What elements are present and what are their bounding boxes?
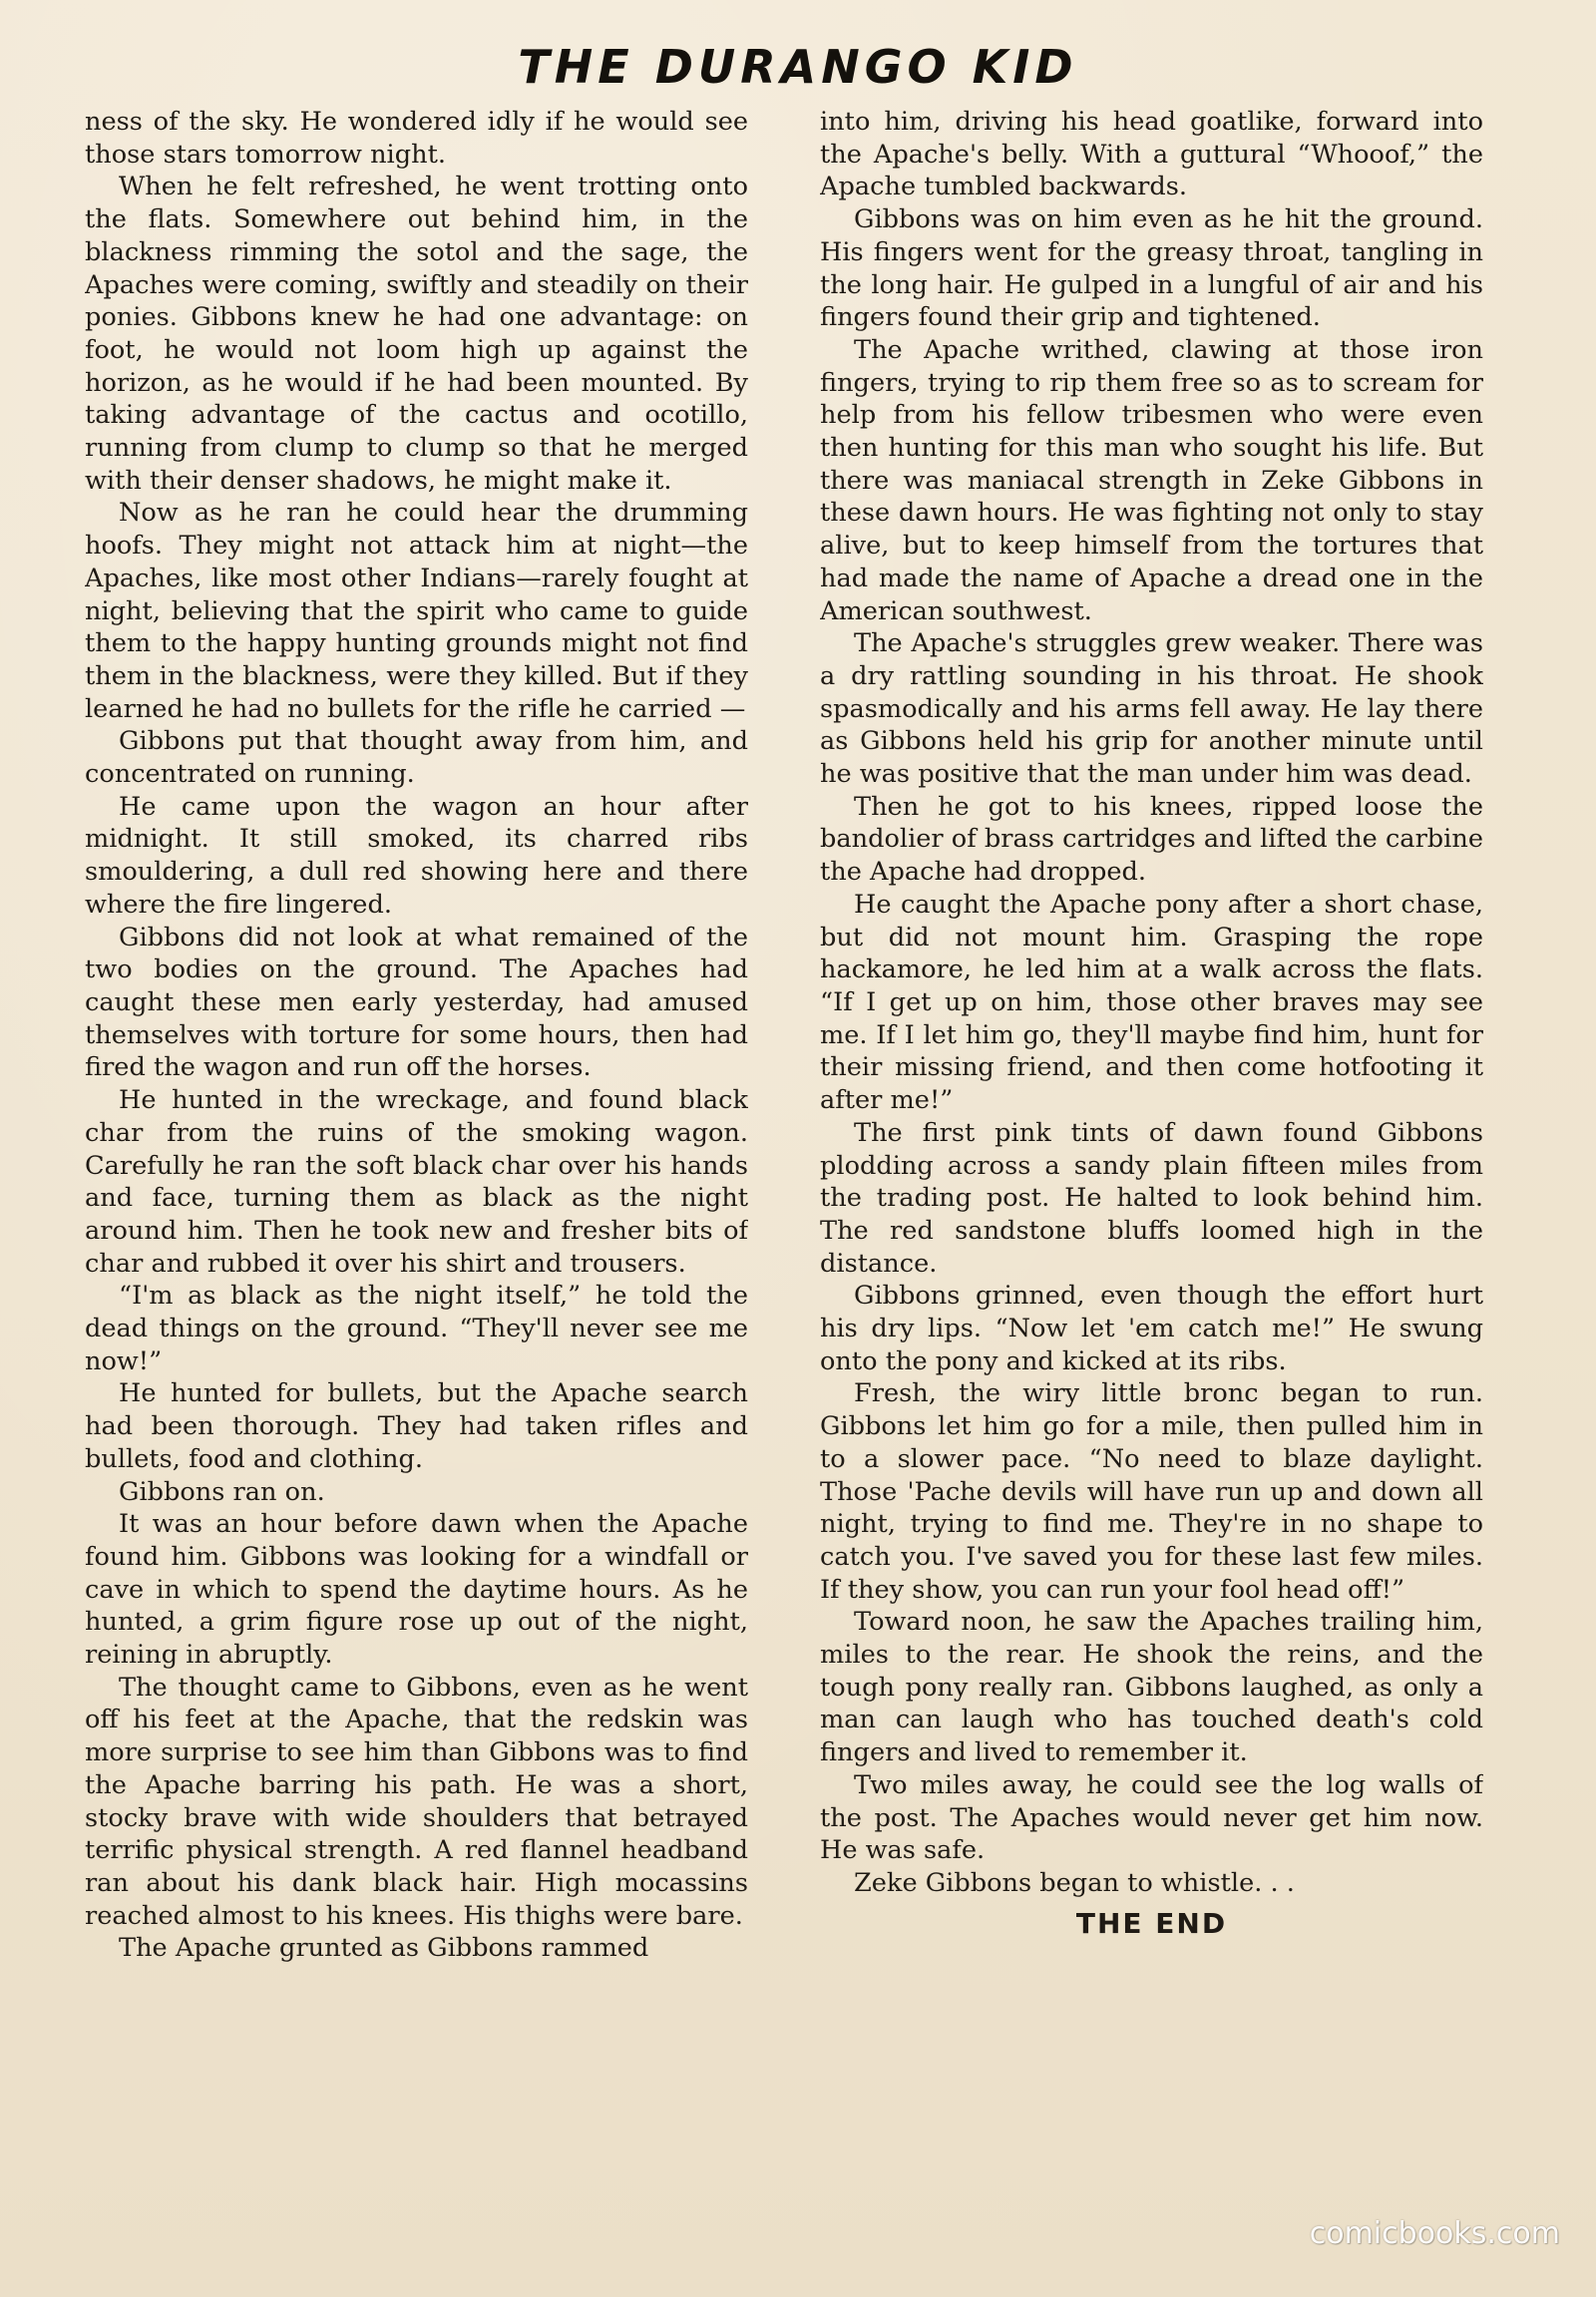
paragraph: Gibbons grinned, even though the effort hurt his dry lips. “Now let 'em catch me!” He swung onto the pony and kicked at its ribs. [820, 1281, 1483, 1376]
paragraph: The Apache writhed, clawing at those iron fingers, trying to rip them free so as to scream for help from his fellow tribesmen who were even then hunting for this man who sought his life. But there was maniacal strength in Zeke Gibbons in these dawn hours. He was fighting not only to stay alive, but to keep himself from the tortures that had made the name of Apache a dread one in the American southwest. [820, 334, 1483, 626]
site-watermark: comicbooks.com [1309, 2216, 1560, 2251]
paragraph: It was an hour before dawn when the Apache found him. Gibbons was looking for a windfall or cave in which to spend the daytime hours. As he hunted, a grim figure rose up out of the night, reining in abruptly. [85, 1509, 748, 1671]
paragraph: Zeke Gibbons began to whistle. . . [854, 1867, 1295, 1898]
paragraph: The Apache's struggles grew weaker. There was a dry rattling sounding in his throat. He shook spasmodically and his arms fell away. He lay there as Gibbons held his grip for another minute until he was positive that the man under him was dead. [820, 628, 1483, 790]
paragraph: into him, driving his head goatlike, forward into the Apache's belly. With a guttural “Whooof,” the Apache tumbled backwards. [820, 107, 1483, 202]
paragraph: Two miles away, he could see the log walls of the post. The Apaches would never get him now. He was safe. [820, 1769, 1483, 1866]
paragraph: He hunted for bullets, but the Apache search had been thorough. They had taken rifles and bullets, food and clothing. [85, 1378, 748, 1474]
page-header-title: THE DURANGO KID [518, 40, 1078, 94]
paragraph: Gibbons ran on. [119, 1476, 325, 1507]
paragraph: The thought came to Gibbons, even as he went off his feet at the Apache, that the redskin was more surprise to see him than Gibbons was to find the Apache barring his path. He was a short, stocky brave with wide shoulders that betrayed terrific physical strength. A red flannel headband ran about his dank black hair. High mocassins reached almost to his knees. His thighs were bare. [85, 1672, 748, 1931]
paragraph: The Apache grunted as Gibbons rammed [119, 1933, 649, 1964]
paragraph: The first pink tints of dawn found Gibbons plodding across a sandy plain fifteen miles from the trading post. He halted to look behind him. The red sandstone bluffs loomed high in the distance. [820, 1117, 1483, 1279]
text-column-left [85, 106, 748, 2180]
paragraph: He came upon the wagon an hour after midnight. It still smoked, its charred ribs smouldering, a dull red showing here and there where the fire lingered. [85, 791, 748, 920]
paragraph: Now as he ran he could hear the drumming hoofs. They might not attack him at night—the Apaches, like most other Indians—rarely fought at night, believing that the spirit who came to guide them to the happy hunting grounds might not find them in the blackness, were they killed. But if they learned he had no bullets for the rifle he carried — [85, 498, 748, 724]
paragraph: When he felt refreshed, he went trotting onto the flats. Somewhere out behind him, in the blackness rimming the sotol and the sage, the Apaches were coming, swiftly and steadily on their ponies. Gibbons knew he had one advantage: on foot, he would not loom high up against the horizon, as he would if he had been mounted. By taking advantage of the cactus and ocotillo, running from clump to clump so that he merged with their denser shadows, he might make it. [85, 172, 748, 496]
paragraph: ness of the sky. He wondered idly if he would see those stars tomorrow night. [85, 107, 748, 170]
paragraph: Gibbons was on him even as he hit the ground. His fingers went for the greasy throat, tangling in the long hair. He gulped in a lungful of air and his fingers found their grip and tightened. [820, 204, 1483, 333]
paragraph: Fresh, the wiry little bronc began to run. Gibbons let him go for a mile, then pulled him in to a slower pace. “No need to blaze daylight. Those 'Pache devils will have run up and down all night, trying to find me. They're in no shape to catch you. I've saved you for these last few miles. If they show, you can run your fool head off!” [820, 1378, 1483, 1605]
paragraph: He caught the Apache pony after a short chase, but did not mount him. Grasping the rope hackamore, he led him at a walk across the flats. “If I get up on him, those other braves may see me. If I let him go, they'll maybe find him, hunt for their missing friend, and then come hotfooting it after me!” [820, 889, 1483, 1116]
the-end-label: THE END [1075, 1906, 1228, 1940]
paragraph: Gibbons did not look at what remained of the two bodies on the ground. The Apaches had caught these men early yesterday, had amused themselves with torture for some hours, then had fired the wagon and run off the horses. [85, 922, 748, 1083]
paragraph: Gibbons put that thought away from him, and concentrated on running. [85, 726, 748, 790]
paragraph: He hunted in the wreckage, and found black char from the ruins of the smoking wagon. Carefully he ran the soft black char over his hands and face, turning them as black as the night around him. Then he took new and fresher bits of char and rubbed it over his shirt and trousers. [85, 1085, 748, 1279]
paragraph: Then he got to his knees, ripped loose the bandolier of brass cartridges and lifted the carbine the Apache had dropped. [820, 791, 1483, 888]
text-column-right [820, 106, 1483, 2180]
paragraph: “I'm as black as the night itself,” he told the dead things on the ground. “They'll never see me now!” [85, 1281, 748, 1376]
paragraph: Toward noon, he saw the Apaches trailing him, miles to the rear. He shook the reins, and the tough pony really ran. Gibbons laughed, as only a man can laugh who has touched death's cold fingers and lived to remember it. [820, 1607, 1483, 1768]
